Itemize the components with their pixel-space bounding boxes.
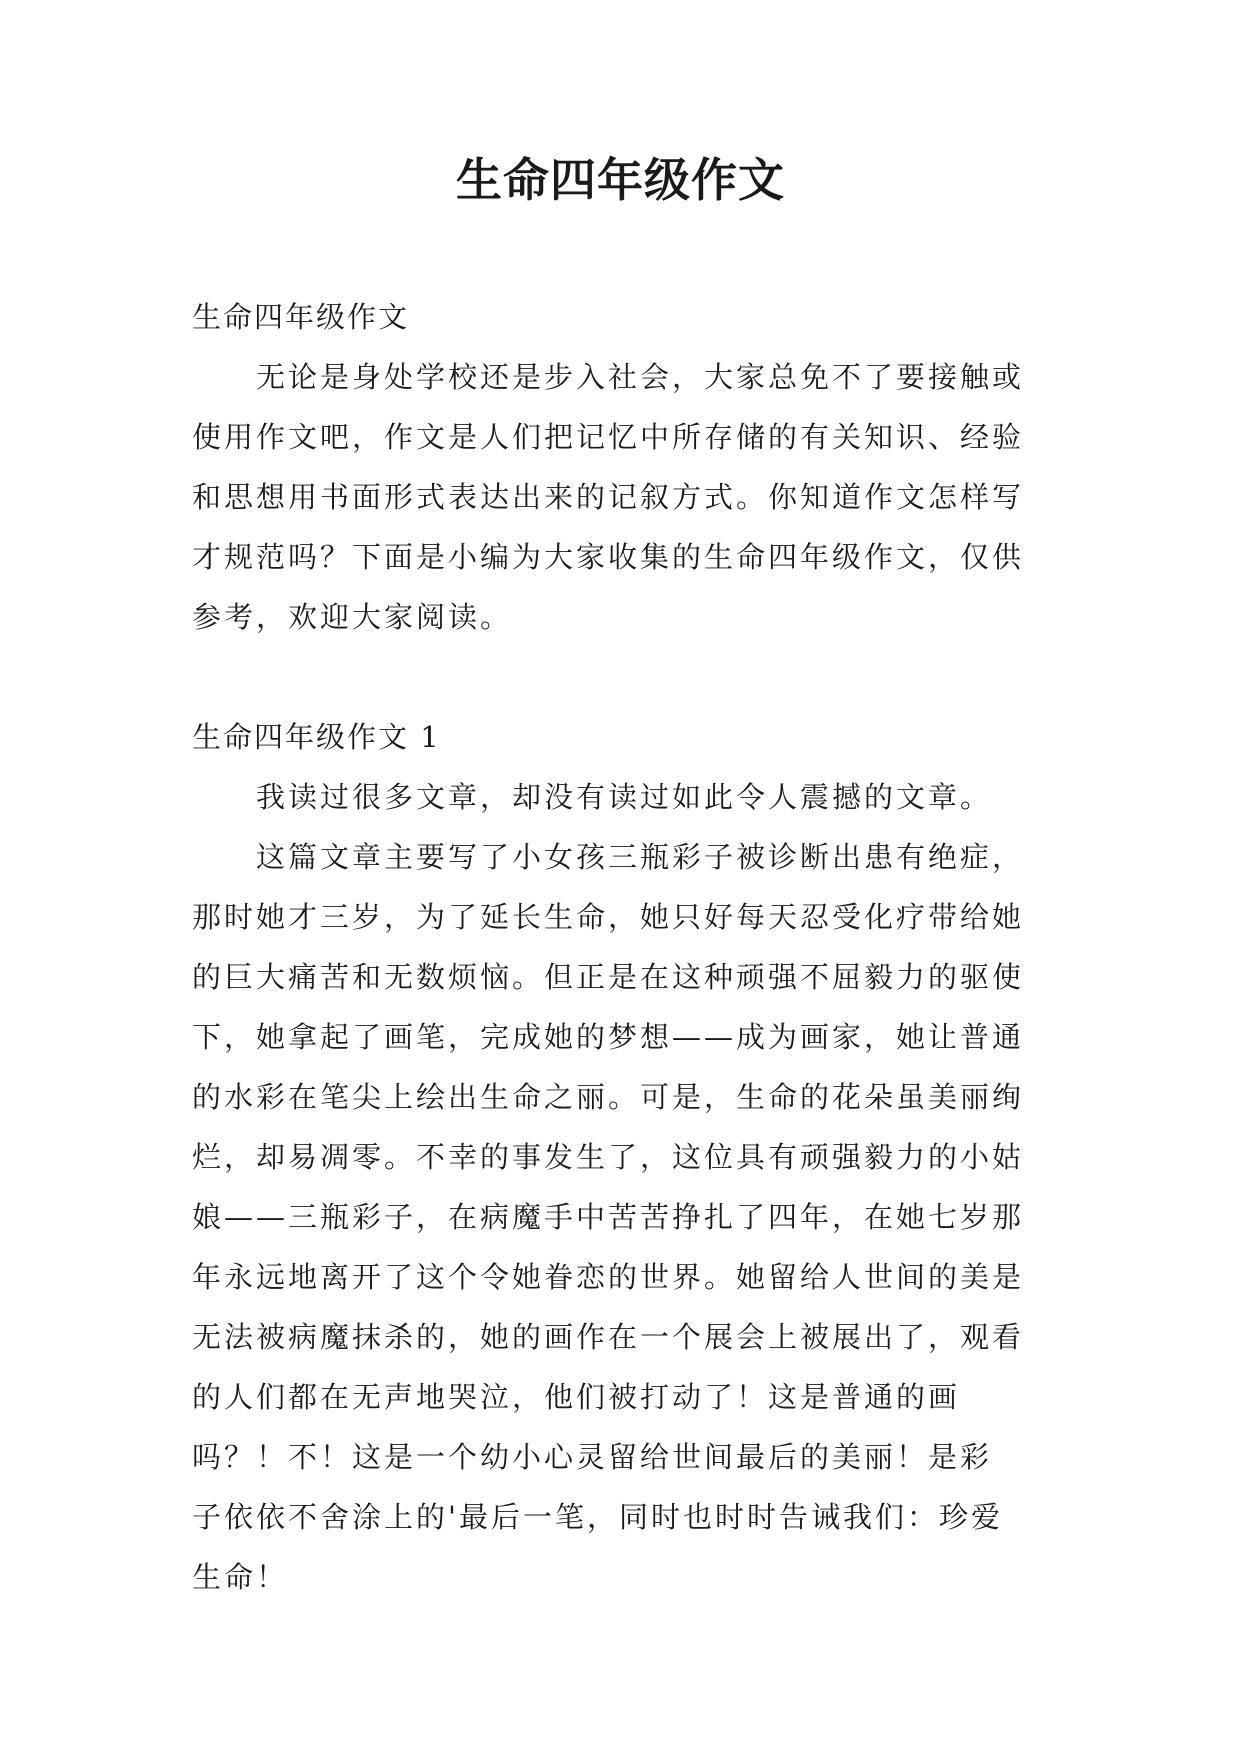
section-paragraph-line: 无法被病魔抹杀的，她的画作在一个展会上被展出了，观看 bbox=[192, 1320, 1025, 1354]
section-paragraph-line: 的人们都在无声地哭泣，他们被打动了！这是普通的画 bbox=[192, 1380, 961, 1414]
section-paragraph-line: 的水彩在笔尖上绘出生命之丽。可是，生命的花朵虽美丽绚 bbox=[192, 1080, 1025, 1114]
intro-line: 参考，欢迎大家阅读。 bbox=[192, 600, 513, 634]
section-paragraph-line: 娘——三瓶彩子，在病魔手中苦苦挣扎了四年，在她七岁那 bbox=[192, 1200, 1025, 1234]
document-title: 生命四年级作文 bbox=[456, 153, 785, 207]
section-paragraph-line: 我读过很多文章，却没有读过如此令人震撼的文章。 bbox=[256, 780, 993, 814]
intro-line: 才规范吗？下面是小编为大家收集的生命四年级作文，仅供 bbox=[192, 540, 1025, 574]
intro-line: 和思想用书面形式表达出来的记叙方式。你知道作文怎样写 bbox=[192, 480, 1025, 514]
intro-line: 使用作文吧，作文是人们把记忆中所存储的有关知识、经验 bbox=[192, 420, 1025, 454]
section-paragraph-line: 子依依不舍涂上的'最后一笔，同时也时时告诫我们：珍爱 bbox=[192, 1500, 1003, 1534]
section-paragraph-line: 烂，却易凋零。不幸的事发生了，这位具有顽强毅力的小姑 bbox=[192, 1140, 1025, 1174]
section-paragraph-line: 年永远地离开了这个令她眷恋的世界。她留给人世间的美是 bbox=[192, 1260, 1025, 1294]
section-paragraph-line: 这篇文章主要写了小女孩三瓶彩子被诊断出患有绝症， bbox=[256, 840, 1025, 874]
section-paragraph-line: 那时她才三岁，为了延长生命，她只好每天忍受化疗带给她 bbox=[192, 900, 1025, 934]
paragraph-gap bbox=[192, 647, 1052, 707]
section-paragraph-line: 吗？！不！这是一个幼小心灵留给世间最后的美丽！是彩 bbox=[192, 1440, 993, 1474]
section-heading: 生命四年级作文 1 bbox=[192, 720, 441, 754]
intro-heading: 生命四年级作文 bbox=[192, 300, 410, 334]
intro-line: 无论是身处学校还是步入社会，大家总免不了要接触或 bbox=[256, 360, 1025, 394]
section-paragraph-line: 的巨大痛苦和无数烦恼。但正是在这种顽强不屈毅力的驱使 bbox=[192, 960, 1025, 994]
document-body bbox=[192, 287, 1052, 1607]
section-paragraph-line: 下，她拿起了画笔，完成她的梦想——成为画家，她让普通 bbox=[192, 1020, 1025, 1054]
section-paragraph-line: 生命！ bbox=[192, 1560, 289, 1594]
